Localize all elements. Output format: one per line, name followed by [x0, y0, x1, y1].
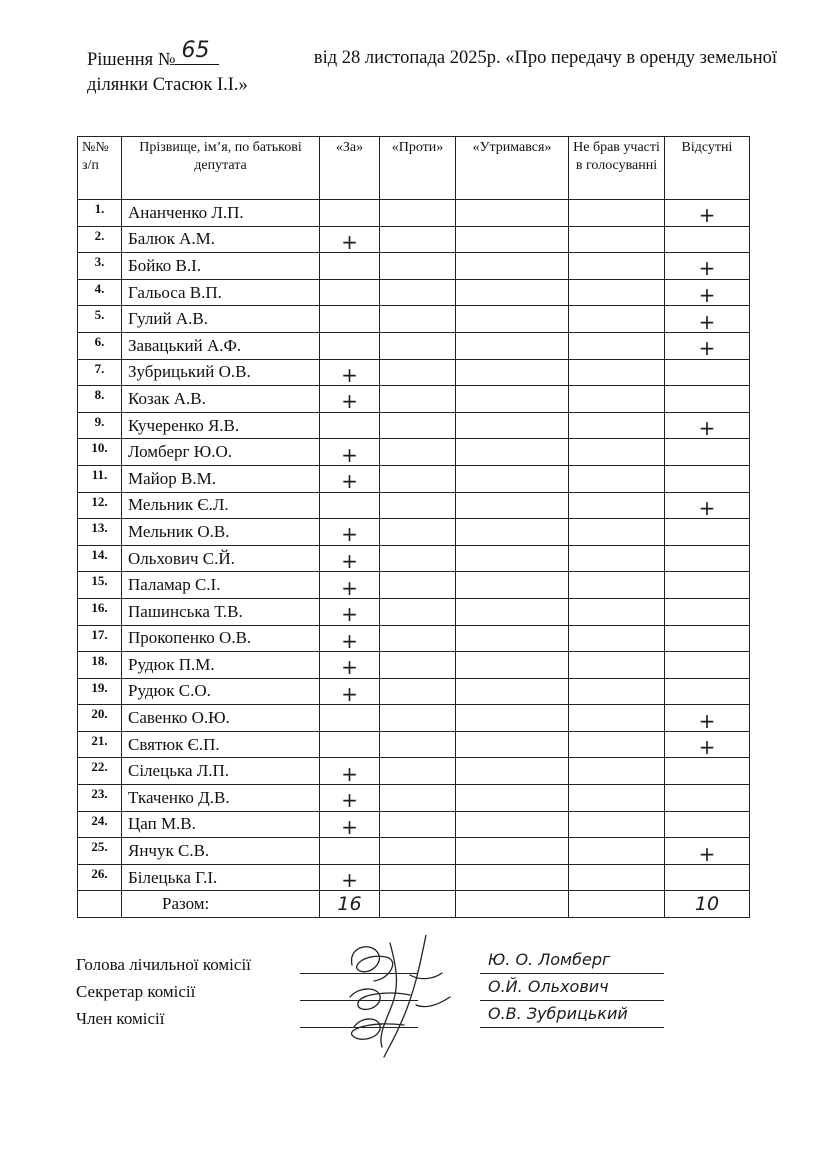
absent-mark	[665, 731, 750, 758]
deputy-name: Мельник О.В.	[122, 519, 320, 546]
row-number: 16.	[78, 598, 122, 625]
vote-abstained-mark	[456, 359, 569, 386]
not-voted-mark	[569, 838, 665, 865]
vote-abstained-mark	[456, 758, 569, 785]
deputy-name: Ткаченко Д.В.	[122, 785, 320, 812]
absent-mark	[665, 838, 750, 865]
absent-mark	[665, 572, 750, 599]
absent-mark	[665, 412, 750, 439]
vote-for-mark-glyph: +	[341, 655, 358, 680]
absent-mark-glyph: +	[698, 735, 716, 760]
row-number: 3.	[78, 253, 122, 280]
not-voted-mark	[569, 811, 665, 838]
deputy-name: Бойко В.І.	[122, 253, 320, 280]
vote-for-mark	[320, 359, 380, 386]
deputy-name: Рудюк П.М.	[122, 652, 320, 679]
row-number: 23.	[78, 785, 122, 812]
deputy-name: Білецька Г.І.	[122, 864, 320, 891]
absent-mark	[665, 758, 750, 785]
vote-for-mark-glyph: +	[341, 788, 358, 813]
deputy-name: Балюк А.М.	[122, 226, 320, 253]
signature-role: Член комісії	[76, 1009, 165, 1028]
table-row	[78, 200, 750, 227]
vote-against-mark	[380, 864, 456, 891]
absent-mark-glyph: +	[698, 203, 716, 228]
vote-for-mark	[320, 838, 380, 865]
vote-for-mark-glyph: +	[341, 761, 358, 786]
absent-mark	[665, 864, 750, 891]
vote-against-mark	[380, 386, 456, 413]
absent-mark	[665, 705, 750, 732]
vote-abstained-mark	[456, 332, 569, 359]
absent-mark-glyph: +	[698, 841, 716, 866]
table-row	[78, 598, 750, 625]
signature-name-line	[480, 977, 664, 1001]
not-voted-mark	[569, 359, 665, 386]
absent-mark	[665, 519, 750, 546]
vote-for-mark-glyph: +	[341, 362, 358, 387]
deputy-name: Майор В.М.	[122, 465, 320, 492]
vote-for-mark-glyph: +	[341, 522, 358, 547]
not-voted-mark	[569, 253, 665, 280]
vote-for-mark	[320, 678, 380, 705]
signature-line	[300, 1000, 418, 1001]
not-voted-mark	[569, 545, 665, 572]
total-absent	[665, 891, 750, 918]
signature-line	[300, 1027, 418, 1028]
absent-mark-glyph: +	[698, 309, 716, 334]
row-number: 14.	[78, 545, 122, 572]
not-voted-mark	[569, 200, 665, 227]
not-voted-mark	[569, 279, 665, 306]
total-for-value: 16	[337, 892, 362, 915]
row-number: 5.	[78, 306, 122, 333]
header-name: Прізвище, ім’я, по батькові депутата	[122, 137, 320, 200]
vote-for-mark	[320, 731, 380, 758]
vote-against-mark	[380, 758, 456, 785]
row-number: 20.	[78, 705, 122, 732]
deputy-name: Прокопенко О.В.	[122, 625, 320, 652]
vote-for-mark	[320, 439, 380, 466]
vote-against-mark	[380, 572, 456, 599]
vote-for-mark	[320, 386, 380, 413]
row-number: 24.	[78, 811, 122, 838]
absent-mark-glyph: +	[698, 283, 716, 308]
deputy-name: Мельник Є.Л.	[122, 492, 320, 519]
vote-for-mark	[320, 465, 380, 492]
vote-abstained-mark	[456, 572, 569, 599]
table-row	[78, 625, 750, 652]
deputy-name: Ананченко Л.П.	[122, 200, 320, 227]
absent-mark-glyph: +	[698, 256, 716, 281]
vote-abstained-mark	[456, 492, 569, 519]
deputy-name: Рудюк С.О.	[122, 678, 320, 705]
table-body	[78, 200, 750, 918]
vote-for-mark	[320, 625, 380, 652]
vote-abstained-mark	[456, 306, 569, 333]
vote-against-mark	[380, 625, 456, 652]
absent-mark	[665, 306, 750, 333]
total-abstained	[456, 891, 569, 918]
vote-against-mark	[380, 279, 456, 306]
row-number: 26.	[78, 864, 122, 891]
vote-abstained-mark	[456, 412, 569, 439]
vote-abstained-mark	[456, 705, 569, 732]
vote-for-mark-glyph: +	[341, 389, 358, 414]
absent-mark	[665, 332, 750, 359]
table-row	[78, 519, 750, 546]
deputy-name: Гальоса В.П.	[122, 279, 320, 306]
table-row	[78, 731, 750, 758]
table-row	[78, 572, 750, 599]
vote-against-mark	[380, 678, 456, 705]
vote-for-mark-glyph: +	[341, 868, 358, 893]
signature-name: Ю. О. Ломберг	[488, 950, 611, 969]
table-header-row	[78, 137, 750, 200]
table-row	[78, 386, 750, 413]
vote-against-mark	[380, 465, 456, 492]
absent-mark	[665, 226, 750, 253]
vote-for-mark	[320, 864, 380, 891]
signature-name-line	[480, 1004, 664, 1028]
table-row	[78, 652, 750, 679]
not-voted-mark	[569, 439, 665, 466]
vote-table	[77, 136, 750, 918]
deputy-name: Гулий А.В.	[122, 306, 320, 333]
not-voted-mark	[569, 864, 665, 891]
table-row	[78, 864, 750, 891]
total-row	[78, 891, 750, 918]
decision-date-subject: від 28 листопада 2025р. «Про передачу в оренду земельної	[313, 48, 777, 68]
not-voted-mark	[569, 705, 665, 732]
row-number: 11.	[78, 465, 122, 492]
row-number: 21.	[78, 731, 122, 758]
total-against	[380, 891, 456, 918]
deputy-name: Цап М.В.	[122, 811, 320, 838]
table-row	[78, 838, 750, 865]
deputy-name: Янчук С.В.	[122, 838, 320, 865]
signature-name: О.В. Зубрицький	[488, 1004, 628, 1023]
header-for: «За»	[320, 137, 380, 200]
table-row	[78, 412, 750, 439]
vote-abstained-mark	[456, 838, 569, 865]
vote-for-mark-glyph: +	[341, 229, 358, 254]
row-number: 10.	[78, 439, 122, 466]
total-number	[78, 891, 122, 918]
vote-for-mark	[320, 279, 380, 306]
not-voted-mark	[569, 332, 665, 359]
absent-mark	[665, 652, 750, 679]
vote-against-mark	[380, 811, 456, 838]
decision-title	[87, 38, 777, 98]
vote-against-mark	[380, 226, 456, 253]
vote-against-mark	[380, 545, 456, 572]
absent-mark	[665, 678, 750, 705]
signature-row	[76, 1004, 736, 1036]
deputy-name: Ольхович С.Й.	[122, 545, 320, 572]
vote-against-mark	[380, 439, 456, 466]
absent-mark-glyph: +	[698, 416, 716, 441]
vote-for-mark-glyph: +	[341, 469, 358, 494]
deputy-name: Пашинська Т.В.	[122, 598, 320, 625]
not-voted-mark	[569, 652, 665, 679]
table-row	[78, 678, 750, 705]
vote-against-mark	[380, 838, 456, 865]
vote-for-mark	[320, 332, 380, 359]
vote-abstained-mark	[456, 545, 569, 572]
vote-for-mark-glyph: +	[341, 814, 358, 839]
signatures-block	[76, 950, 736, 1036]
absent-mark	[665, 492, 750, 519]
absent-mark	[665, 625, 750, 652]
table-row	[78, 465, 750, 492]
vote-for-mark-glyph: +	[341, 549, 358, 574]
deputy-name: Святюк Є.П.	[122, 731, 320, 758]
row-number: 8.	[78, 386, 122, 413]
vote-abstained-mark	[456, 386, 569, 413]
row-number: 19.	[78, 678, 122, 705]
not-voted-mark	[569, 572, 665, 599]
absent-mark	[665, 598, 750, 625]
vote-against-mark	[380, 412, 456, 439]
vote-for-mark-glyph: +	[341, 442, 358, 467]
not-voted-mark	[569, 519, 665, 546]
not-voted-mark	[569, 598, 665, 625]
row-number: 15.	[78, 572, 122, 599]
vote-against-mark	[380, 200, 456, 227]
absent-mark	[665, 253, 750, 280]
table-row	[78, 705, 750, 732]
vote-for-mark-glyph: +	[341, 602, 358, 627]
absent-mark-glyph: +	[698, 495, 716, 520]
deputy-name: Савенко О.Ю.	[122, 705, 320, 732]
decision-number: 65	[181, 38, 210, 63]
absent-mark	[665, 545, 750, 572]
absent-mark	[665, 359, 750, 386]
vote-for-mark	[320, 226, 380, 253]
vote-abstained-mark	[456, 811, 569, 838]
header-not-voted: Не брав участі в голосуванні	[569, 137, 665, 200]
vote-against-mark	[380, 705, 456, 732]
vote-abstained-mark	[456, 785, 569, 812]
not-voted-mark	[569, 678, 665, 705]
not-voted-mark	[569, 412, 665, 439]
row-number: 25.	[78, 838, 122, 865]
table-row	[78, 545, 750, 572]
vote-for-mark-glyph: +	[341, 575, 358, 600]
absent-mark	[665, 465, 750, 492]
decision-prefix: Рішення №	[87, 50, 176, 70]
vote-for-mark	[320, 572, 380, 599]
vote-against-mark	[380, 652, 456, 679]
vote-for-mark-glyph: +	[341, 681, 358, 706]
table-row	[78, 811, 750, 838]
vote-for-mark	[320, 652, 380, 679]
table-row	[78, 226, 750, 253]
vote-against-mark	[380, 359, 456, 386]
vote-against-mark	[380, 306, 456, 333]
total-not-voted	[569, 891, 665, 918]
deputy-name: Завацький А.Ф.	[122, 332, 320, 359]
total-absent-value: 10	[694, 892, 720, 915]
vote-against-mark	[380, 598, 456, 625]
vote-for-mark	[320, 253, 380, 280]
table-row	[78, 253, 750, 280]
row-number: 9.	[78, 412, 122, 439]
row-number: 13.	[78, 519, 122, 546]
vote-abstained-mark	[456, 731, 569, 758]
absent-mark	[665, 785, 750, 812]
signature-role: Секретар комісії	[76, 982, 196, 1001]
header-absent: Відсутні	[665, 137, 750, 200]
table-row	[78, 359, 750, 386]
deputy-name: Паламар С.І.	[122, 572, 320, 599]
row-number: 18.	[78, 652, 122, 679]
signature-row	[76, 950, 736, 982]
vote-abstained-mark	[456, 439, 569, 466]
vote-against-mark	[380, 785, 456, 812]
not-voted-mark	[569, 785, 665, 812]
row-number: 12.	[78, 492, 122, 519]
row-number: 6.	[78, 332, 122, 359]
table-row	[78, 758, 750, 785]
vote-abstained-mark	[456, 652, 569, 679]
vote-for-mark	[320, 758, 380, 785]
total-for	[320, 891, 380, 918]
vote-abstained-mark	[456, 279, 569, 306]
not-voted-mark	[569, 386, 665, 413]
table-row	[78, 785, 750, 812]
table-row	[78, 306, 750, 333]
decision-subject-line2: ділянки Стасюк І.І.»	[87, 75, 248, 95]
header-number: №№ з/п	[78, 137, 122, 200]
vote-for-mark	[320, 519, 380, 546]
signature-line	[300, 973, 418, 974]
deputy-name: Козак А.В.	[122, 386, 320, 413]
not-voted-mark	[569, 625, 665, 652]
not-voted-mark	[569, 758, 665, 785]
vote-for-mark	[320, 306, 380, 333]
table-row	[78, 492, 750, 519]
row-number: 1.	[78, 200, 122, 227]
not-voted-mark	[569, 731, 665, 758]
deputy-name: Сілецька Л.П.	[122, 758, 320, 785]
row-number: 17.	[78, 625, 122, 652]
vote-for-mark	[320, 492, 380, 519]
total-label: Разом:	[122, 891, 320, 918]
absent-mark	[665, 386, 750, 413]
absent-mark	[665, 439, 750, 466]
absent-mark	[665, 811, 750, 838]
header-against: «Проти»	[380, 137, 456, 200]
vote-abstained-mark	[456, 678, 569, 705]
deputy-name: Кучеренко Я.В.	[122, 412, 320, 439]
vote-abstained-mark	[456, 625, 569, 652]
signature-role: Голова лічильної комісії	[76, 955, 251, 974]
vote-for-mark	[320, 785, 380, 812]
not-voted-mark	[569, 492, 665, 519]
vote-for-mark	[320, 545, 380, 572]
vote-for-mark	[320, 705, 380, 732]
vote-for-mark	[320, 412, 380, 439]
table-row	[78, 439, 750, 466]
not-voted-mark	[569, 306, 665, 333]
vote-for-mark	[320, 811, 380, 838]
table-row	[78, 332, 750, 359]
vote-against-mark	[380, 731, 456, 758]
row-number: 22.	[78, 758, 122, 785]
vote-abstained-mark	[456, 226, 569, 253]
absent-mark	[665, 200, 750, 227]
table-row	[78, 279, 750, 306]
vote-for-mark	[320, 200, 380, 227]
row-number: 4.	[78, 279, 122, 306]
vote-against-mark	[380, 492, 456, 519]
vote-abstained-mark	[456, 864, 569, 891]
vote-against-mark	[380, 519, 456, 546]
not-voted-mark	[569, 226, 665, 253]
vote-abstained-mark	[456, 200, 569, 227]
signature-name: О.Й. Ольхович	[488, 977, 609, 996]
deputy-name: Зубрицький О.В.	[122, 359, 320, 386]
absent-mark-glyph: +	[698, 708, 716, 733]
vote-abstained-mark	[456, 598, 569, 625]
vote-abstained-mark	[456, 519, 569, 546]
signature-name-line	[480, 950, 664, 974]
vote-abstained-mark	[456, 465, 569, 492]
signature-row	[76, 977, 736, 1009]
header-abstained: «Утримався»	[456, 137, 569, 200]
vote-against-mark	[380, 253, 456, 280]
vote-for-mark-glyph: +	[341, 628, 358, 653]
deputy-name: Ломберг Ю.О.	[122, 439, 320, 466]
not-voted-mark	[569, 465, 665, 492]
vote-against-mark	[380, 332, 456, 359]
vote-for-mark	[320, 598, 380, 625]
row-number: 7.	[78, 359, 122, 386]
row-number: 2.	[78, 226, 122, 253]
vote-abstained-mark	[456, 253, 569, 280]
absent-mark	[665, 279, 750, 306]
absent-mark-glyph: +	[698, 336, 716, 361]
